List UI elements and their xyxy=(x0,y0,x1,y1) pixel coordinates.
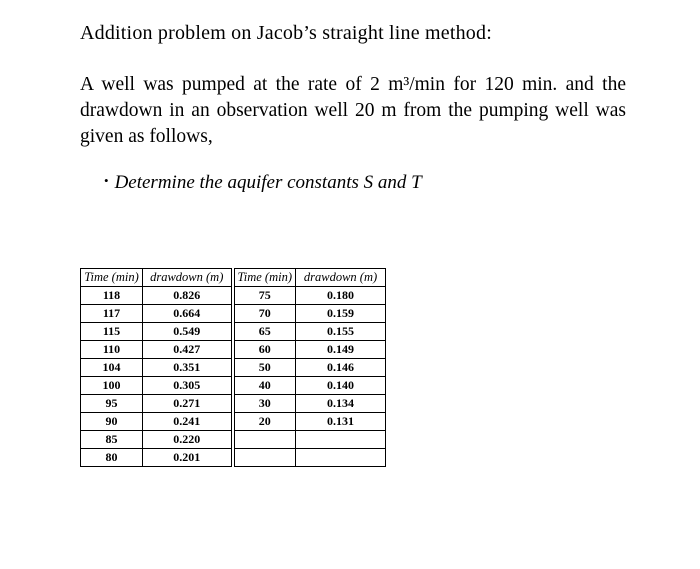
table-row xyxy=(81,323,386,341)
table-row xyxy=(81,341,386,359)
table-row xyxy=(81,449,386,467)
table-cell: 117 xyxy=(81,305,143,323)
table-cell: 0.159 xyxy=(296,305,386,323)
table-cell: 0.140 xyxy=(296,377,386,395)
table-cell: 70 xyxy=(233,305,296,323)
table-row xyxy=(81,431,386,449)
table-cell: 0.201 xyxy=(143,449,233,467)
table-cell: 0.180 xyxy=(296,287,386,305)
table-row xyxy=(81,305,386,323)
table-cell: 85 xyxy=(81,431,143,449)
table-header-row xyxy=(81,269,386,287)
table-cell: 0.427 xyxy=(143,341,233,359)
table-row xyxy=(81,359,386,377)
problem-statement: A well was pumped at the rate of 2 m³/min for 120 min. and the drawdown in an observation well 20 m from the pumping well was given as follows, xyxy=(80,74,626,147)
table-cell xyxy=(233,449,296,467)
table-cell: 20 xyxy=(233,413,296,431)
table-cell: 30 xyxy=(233,395,296,413)
table-row xyxy=(81,287,386,305)
table-header-cell: Time (min) xyxy=(233,269,296,287)
document-title: Addition problem on Jacob’s straight line method: xyxy=(80,22,492,44)
table-cell: 50 xyxy=(233,359,296,377)
table-body xyxy=(81,287,386,467)
table-cell: 0.220 xyxy=(143,431,233,449)
bullet-marker: • xyxy=(104,173,109,188)
table-cell xyxy=(296,431,386,449)
table-row xyxy=(81,413,386,431)
table-cell: 40 xyxy=(233,377,296,395)
table-cell: 118 xyxy=(81,287,143,305)
table-cell: 95 xyxy=(81,395,143,413)
table-header xyxy=(81,269,386,287)
table-cell: 90 xyxy=(81,413,143,431)
table-header-cell: Time (min) xyxy=(81,269,143,287)
drawdown-data-table xyxy=(80,268,386,467)
table-cell: 0.826 xyxy=(143,287,233,305)
bullet-text: Determine the aquifer constants S and T xyxy=(114,172,422,193)
table-cell: 60 xyxy=(233,341,296,359)
table-cell: 104 xyxy=(81,359,143,377)
table-row xyxy=(81,395,386,413)
table-cell: 0.305 xyxy=(143,377,233,395)
table-cell: 0.664 xyxy=(143,305,233,323)
table-header-cell: drawdown (m) xyxy=(296,269,386,287)
table-cell: 0.241 xyxy=(143,413,233,431)
table-cell: 0.155 xyxy=(296,323,386,341)
table-row xyxy=(81,377,386,395)
table-cell: 0.271 xyxy=(143,395,233,413)
table-header-cell: drawdown (m) xyxy=(143,269,233,287)
table-cell xyxy=(233,431,296,449)
table-cell: 65 xyxy=(233,323,296,341)
table-cell: 110 xyxy=(81,341,143,359)
table-cell: 80 xyxy=(81,449,143,467)
table-cell: 0.149 xyxy=(296,341,386,359)
table-cell: 100 xyxy=(81,377,143,395)
table-cell: 115 xyxy=(81,323,143,341)
table-cell: 0.134 xyxy=(296,395,386,413)
table-cell: 0.549 xyxy=(143,323,233,341)
table-cell: 0.351 xyxy=(143,359,233,377)
table-cell: 75 xyxy=(233,287,296,305)
bullet-item xyxy=(104,172,422,194)
table-cell: 0.131 xyxy=(296,413,386,431)
table-cell: 0.146 xyxy=(296,359,386,377)
table-cell xyxy=(296,449,386,467)
